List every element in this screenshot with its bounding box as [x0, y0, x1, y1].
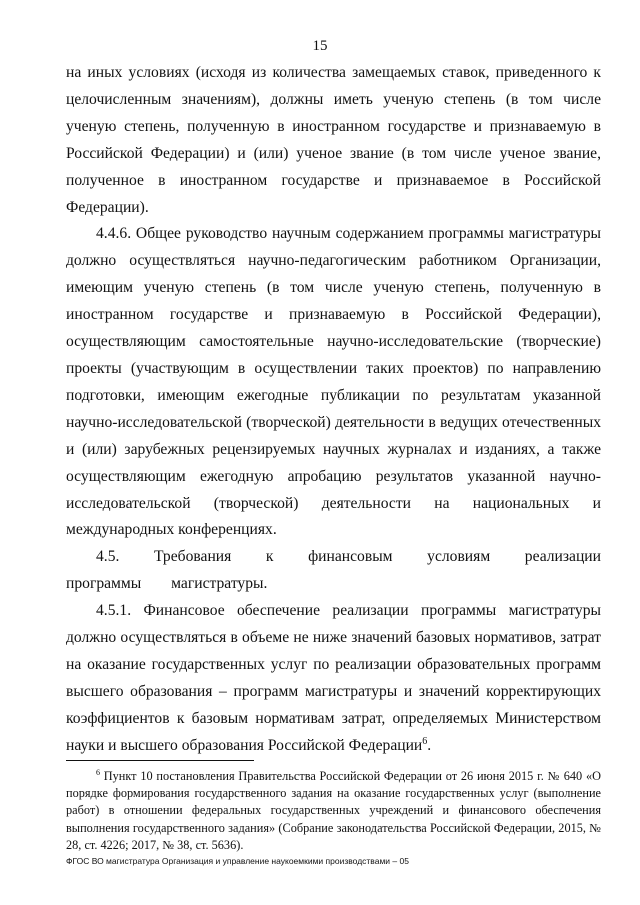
section-heading-4-5: 4.5. Требования к финансовым условиям реализации программы магистратуры. [66, 548, 601, 593]
footnote-text: Пункт 10 постановления Правительства Российской Федерации от 26 июня 2015 г. № 640 «О порядке формирования государственного задания на оказание государственных услуг (выполнение работ) в отношении федеральных государственных учреждений и финансового обеспечения выполнения государственного задания» (Собрание законодательства Российской Федерации, 2015, № 28, ст. 4226; 2017, № 38, ст. 5636). [66, 769, 601, 852]
footnote-reference: 6 [422, 735, 428, 747]
footnote-marker: 6 [96, 767, 100, 777]
page-number: 15 [312, 38, 328, 54]
footnote-separator [66, 760, 254, 761]
body-text [66, 60, 601, 760]
paragraph-4-5-1 [66, 598, 601, 759]
paragraph-4-5-1-text: 4.5.1. Финансовое обеспечение реализации программы магистратуры должно осуществляться в объеме не ниже значений базовых нормативов, затрат на оказание государственных услуг по реализации образовательных программ высшего образования – программ магистратуры и значений корректирующих коэффициентов к базовым нормативам затрат, определяемых Министерством науки и высшего образования Российской Федерации [66, 602, 601, 754]
page-footer: ФГОС ВО магистратура Организация и управление наукоемкими производствами – 05 [66, 856, 409, 866]
paragraph-continuation: на иных условиях (исходя из количества замещаемых ставок, приведенного к целочисленным значениям), должны иметь ученую степень (в том числе ученую степень, полученную в иностранном государстве и признаваемую в Российской Федерации) и (или) ученое звание (в том числе ученое звание, полученное в иностранном государстве и признаваемое в Российской Федерации). [66, 64, 601, 216]
paragraph-4-4-6: 4.4.6. Общее руководство научным содержанием программы магистратуры должно осуществляться научно-педагогическим работником Организации, имеющим ученую степень (в том числе ученую степень, полученную в иностранном государстве и признаваемую в Российской Федерации), осуществляющим самостоятельные научно-исследовательские (творческие) проекты (участвующим в осуществлении таких проектов) по направлению подготовки, имеющим ежегодные публикации по результатам указанной научно-исследовательской (творческой) деятельности в ведущих отечественных и (или) зарубежных рецензируемых научных журналах и изданиях, а также осуществляющим ежегодную апробацию результатов указанной научно-исследовательской (творческой) деятельности на национальных и международных конференциях. [66, 225, 601, 539]
paragraph-4-5-1-end: . [427, 736, 432, 754]
footnote [66, 768, 601, 854]
